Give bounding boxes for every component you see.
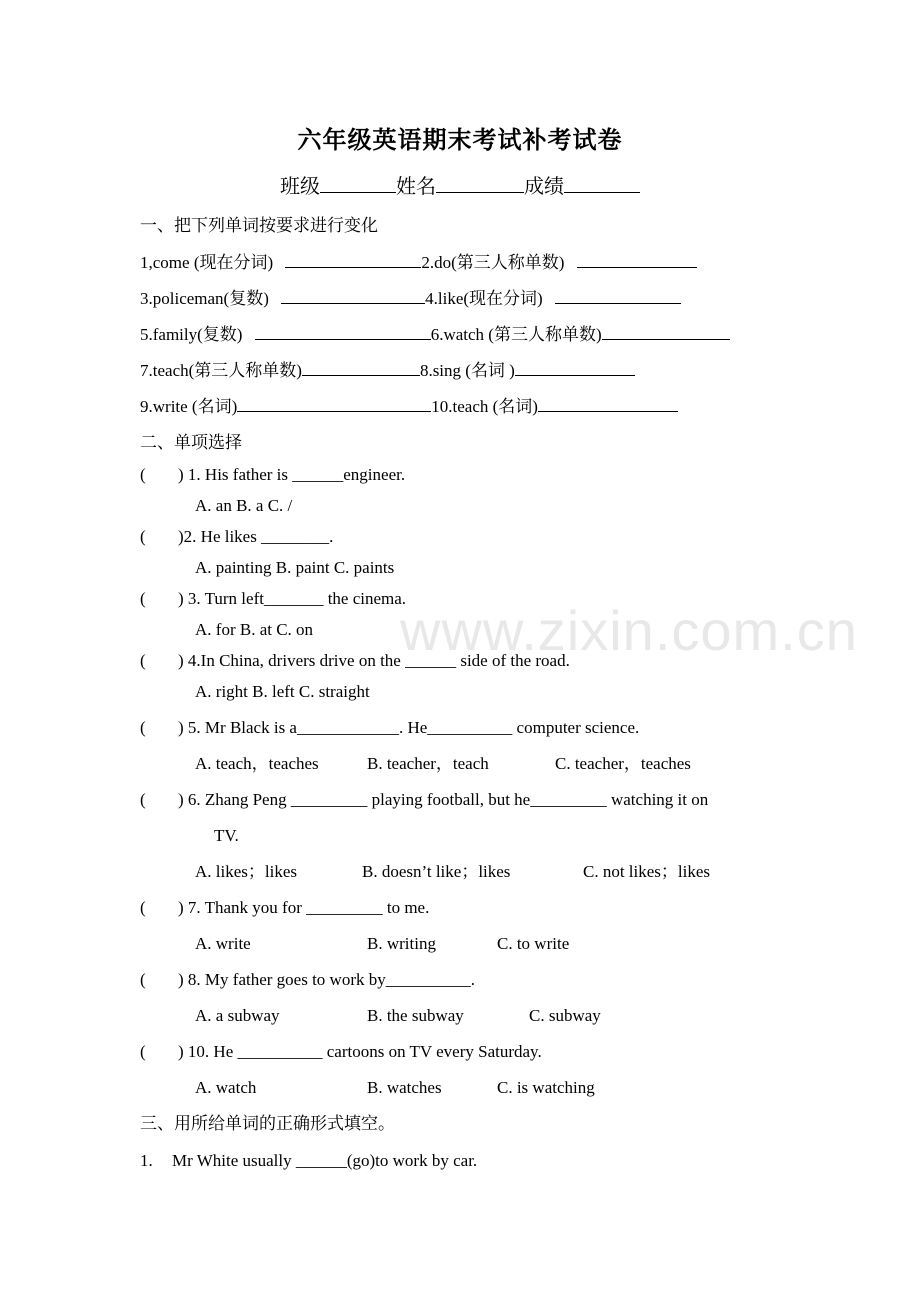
question-1-options: A. an B. a C. / <box>195 496 293 515</box>
question-7-option-b: B. writing <box>367 934 436 953</box>
word-item-5: 5.family(复数) <box>140 325 243 344</box>
question-6-continuation: TV. <box>214 826 239 845</box>
question-stem: ) 4.In China, drivers drive on the ______ side of the road. <box>178 651 570 670</box>
page-title: 六年级英语期末考试补考试卷 <box>297 128 623 154</box>
question-5-option-c: C. teacher，teaches <box>555 754 691 773</box>
question-3 <box>140 588 406 610</box>
watermark: www.zixin.com.cn <box>400 599 858 662</box>
word-item-4: 4.like(现在分词) <box>425 289 543 308</box>
question-8 <box>140 969 475 991</box>
question-stem: ) 5. Mr Black is a____________. He__________ computer science. <box>178 718 640 737</box>
answer-blank-2[interactable] <box>577 252 697 268</box>
class-label: 班级 <box>280 176 320 198</box>
question-2-options: A. painting B. paint C. paints <box>195 558 395 577</box>
word-change-row-4 <box>140 360 635 382</box>
question-8-option-c: C. subway <box>529 1006 601 1025</box>
word-change-row-2 <box>140 288 681 310</box>
question-6-option-b: B. doesn’t like；likes <box>362 862 511 881</box>
answer-blank-5[interactable] <box>255 324 431 340</box>
word-item-10: 10.teach (名词) <box>431 397 538 416</box>
question-6 <box>140 789 708 811</box>
section2-heading: 二、单项选择 <box>140 433 242 452</box>
answer-blank-8[interactable] <box>515 360 635 376</box>
question-10-option-b: B. watches <box>367 1078 442 1097</box>
word-change-row-1 <box>140 252 697 274</box>
answer-blank-10[interactable] <box>538 396 678 412</box>
section3-heading: 三、用所给单词的正确形式填空。 <box>140 1114 395 1133</box>
question-8-option-a: A. a subway <box>195 1006 280 1025</box>
answer-paren[interactable]: ( <box>140 790 146 809</box>
answer-paren[interactable]: ( <box>140 465 146 484</box>
question-6-option-c: C. not likes；likes <box>583 862 711 881</box>
question-7-option-c: C. to write <box>497 934 570 953</box>
question-10 <box>140 1041 542 1063</box>
answer-blank-1[interactable] <box>285 252 421 268</box>
word-change-row-5 <box>140 396 678 418</box>
fill-item-text: Mr White usually ______(go)to work by car. <box>172 1151 478 1170</box>
student-info-line <box>0 170 920 199</box>
name-blank <box>436 191 524 193</box>
word-item-3: 3.policeman(复数) <box>140 289 269 308</box>
question-stem: ) 3. Turn left_______ the cinema. <box>178 589 407 608</box>
score-label: 成绩 <box>524 176 564 198</box>
question-5 <box>140 717 639 739</box>
question-4-options: A. right B. left C. straight <box>195 682 370 701</box>
question-2 <box>140 526 333 548</box>
question-10-option-c: C. is watching <box>497 1078 595 1097</box>
fill-item-1 <box>140 1150 477 1172</box>
word-item-7: 7.teach(第三人称单数) <box>140 361 302 380</box>
answer-paren[interactable]: ( <box>140 898 146 917</box>
question-stem: )2. He likes ________. <box>178 527 334 546</box>
question-5-option-a: A. teach，teaches <box>195 754 319 773</box>
question-5-option-b: B. teacher，teach <box>367 754 489 773</box>
question-stem: ) 10. He __________ cartoons on TV every Saturday. <box>178 1042 542 1061</box>
question-1 <box>140 464 405 486</box>
question-stem: ) 1. His father is ______engineer. <box>178 465 406 484</box>
word-change-row-3 <box>140 324 730 346</box>
answer-paren[interactable]: ( <box>140 589 146 608</box>
word-item-1: 1,come (现在分词) <box>140 253 274 272</box>
question-stem: ) 6. Zhang Peng _________ playing football, but he_________ watching it on <box>178 790 709 809</box>
question-7-option-a: A. write <box>195 934 251 953</box>
class-blank <box>320 191 396 193</box>
answer-blank-3[interactable] <box>281 288 425 304</box>
word-item-6: 6.watch (第三人称单数) <box>430 325 602 344</box>
answer-paren[interactable]: ( <box>140 651 146 670</box>
word-item-2: 2.do(第三人称单数) <box>421 253 565 272</box>
answer-blank-9[interactable] <box>237 396 431 412</box>
answer-blank-4[interactable] <box>555 288 681 304</box>
question-10-option-a: A. watch <box>195 1078 257 1097</box>
question-3-options: A. for B. at C. on <box>195 620 314 639</box>
answer-blank-6[interactable] <box>602 324 730 340</box>
answer-paren[interactable]: ( <box>140 1042 146 1061</box>
name-label: 姓名 <box>396 176 436 198</box>
fill-item-number: 1. <box>140 1151 153 1170</box>
question-stem: ) 8. My father goes to work by__________. <box>178 970 475 989</box>
word-item-9: 9.write (名词) <box>140 397 238 416</box>
question-stem: ) 7. Thank you for _________ to me. <box>178 898 430 917</box>
word-item-8: 8.sing (名词 ) <box>419 361 515 380</box>
answer-paren[interactable]: ( <box>140 718 146 737</box>
score-blank <box>564 191 640 193</box>
question-6-option-a: A. likes；likes <box>195 862 297 881</box>
question-7 <box>140 897 429 919</box>
section1-heading: 一、把下列单词按要求进行变化 <box>140 216 378 235</box>
answer-blank-7[interactable] <box>302 360 420 376</box>
answer-paren[interactable]: ( <box>140 970 146 989</box>
question-8-option-b: B. the subway <box>367 1006 464 1025</box>
answer-paren[interactable]: ( <box>140 527 146 546</box>
